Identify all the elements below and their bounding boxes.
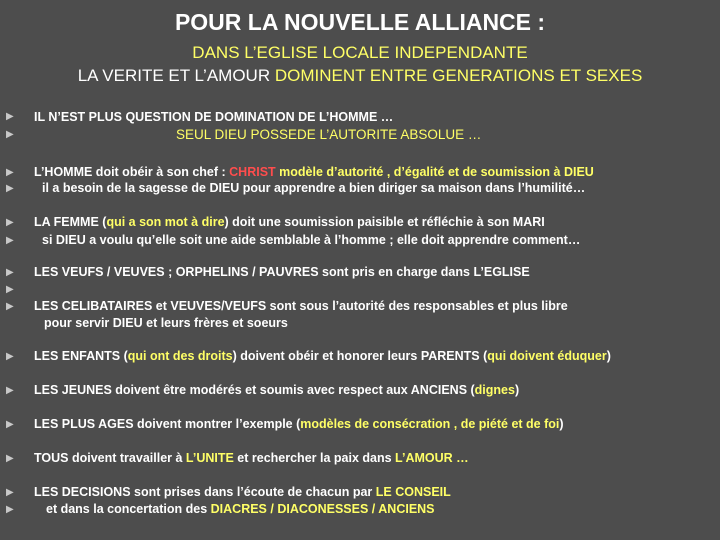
line-seul-dieu: SEUL DIEU POSSEDE L’AUTORITE ABSOLUE … [176, 127, 482, 142]
line-jeunes-b: dignes [474, 383, 515, 397]
line-enfants [34, 349, 611, 363]
line-veufs: LES VEUFS / VEUVES ; ORPHELINS / PAUVRES sont pris en charge dans L’EGLISE [34, 265, 530, 279]
line-unite-a: TOUS doivent travailler à [34, 451, 186, 465]
line-homme-sagesse: il a besoin de la sagesse de DIEU pour apprendre a bien diriger sa maison dans l’humilité… [42, 181, 586, 195]
bullet-icon: ▶ [6, 351, 14, 362]
line-decisions [34, 485, 451, 499]
line-decisions-concertation [46, 502, 435, 516]
line-jeunes [34, 383, 519, 397]
bullet-icon: ▶ [6, 301, 14, 312]
bullet-icon: ▶ [6, 487, 14, 498]
bullet-icon: ▶ [6, 453, 14, 464]
subtitle-eglise: DANS L’EGLISE LOCALE INDEPENDANTE [192, 43, 528, 62]
line-femme-c: ) doit une soumission paisible et réfléchie à son MARI [224, 215, 545, 229]
bullet-icon: ▶ [6, 183, 14, 194]
line-femme-b: qui a son mot à dire [106, 215, 225, 229]
bullet-icon: ▶ [6, 385, 14, 396]
line-homme-christ: CHRIST [229, 165, 276, 179]
line-enfants-e: ) [606, 349, 611, 363]
line-femme-aide: si DIEU a voulu qu’elle soit une aide semblable à l’homme ; elle doit apprendre comment… [42, 233, 581, 247]
line-femme-a: LA FEMME ( [34, 215, 107, 229]
line-enfants-a: LES ENFANTS ( [34, 349, 128, 363]
bullet-icon: ▶ [6, 284, 14, 295]
bullet-icon: ▶ [6, 217, 14, 228]
line-enfants-d: qui doivent éduquer [487, 349, 607, 363]
line-celibataires-servir: pour servir DIEU et leurs frères et soeurs [44, 316, 288, 330]
bullet-icon: ▶ [6, 504, 14, 515]
line-jeunes-a: LES JEUNES doivent être modérés et soumis avec respect aux ANCIENS ( [34, 383, 475, 397]
line-decisions-b: LE CONSEIL [375, 485, 451, 499]
bullet-icon: ▶ [6, 267, 14, 278]
line-ages-c: ) [559, 417, 564, 431]
line-domination: IL N’EST PLUS QUESTION DE DOMINATION DE L’HOMME … [34, 110, 394, 124]
line-decisions-a: LES DECISIONS sont prises dans l’écoute de chacun par [34, 485, 376, 499]
subtitle-verite [0, 66, 720, 86]
line-unite-b: L’UNITE [185, 451, 234, 465]
line-celibataires: LES CELIBATAIRES et VEUVES/VEUFS sont sous l’autorité des responsables et plus libre [34, 299, 568, 313]
line-decisions-concertation-a: et dans la concertation des [46, 502, 211, 516]
bullet-icon: ▶ [6, 235, 14, 246]
line-unite-c: et rechercher la paix dans [233, 451, 396, 465]
line-jeunes-c: ) [514, 383, 520, 397]
line-ages-b: modèles de consécration , de piété et de foi [300, 417, 560, 431]
line-enfants-c: ) doivent obéir et honorer leurs PARENTS ( [232, 349, 488, 363]
line-decisions-concertation-b: DIACRES / DIACONESSES / ANCIENS [210, 502, 435, 516]
line-unite-d: L’AMOUR … [395, 451, 469, 465]
subtitle-verite-white: LA VERITE ET L’AMOUR [77, 66, 271, 85]
bullet-icon: ▶ [6, 111, 14, 122]
bullet-icon: ▶ [6, 419, 14, 430]
bullet-icon: ▶ [6, 129, 14, 140]
line-homme [34, 165, 594, 179]
bullet-icon: ▶ [6, 167, 14, 178]
line-femme [34, 215, 545, 229]
page-title: POUR LA NOUVELLE ALLIANCE : [174, 9, 546, 35]
line-homme-a: L’HOMME doit obéir à son chef : [34, 165, 230, 179]
subtitle-verite-yellow: DOMINENT ENTRE GENERATIONS ET SEXES [270, 66, 643, 85]
line-homme-c: modèle d’autorité , d’égalité et de soumission à DIEU [275, 165, 594, 179]
line-ages [34, 417, 564, 431]
line-ages-a: LES PLUS AGES doivent montrer l’exemple ( [34, 417, 301, 431]
line-enfants-b: qui ont des droits [127, 349, 233, 363]
line-unite [34, 451, 469, 465]
